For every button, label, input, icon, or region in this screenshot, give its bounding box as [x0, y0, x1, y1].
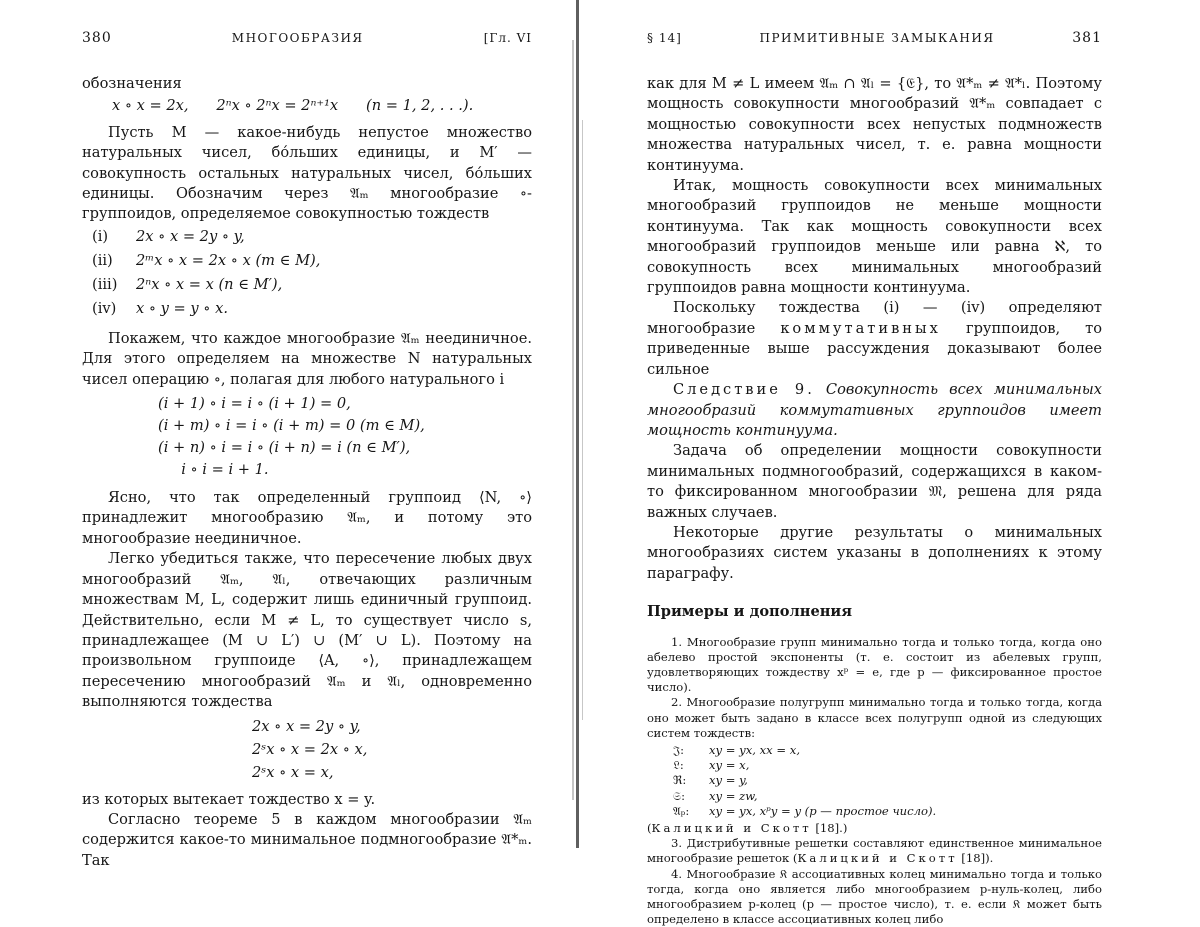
identity-label: (i) — [92, 227, 109, 245]
examples-block — [647, 821, 1102, 927]
system-row — [673, 773, 1102, 788]
example-item: 4. Многообразие 𝔎 ассоциативных колец минимально тогда и только тогда, когда оно является либо многообразием p-нуль-колец, либо многообразием p-колец (p — простое число), т. е. если 𝔎 может быть определено в классе ассоциативных колец либо — [647, 866, 1102, 927]
system-expr: xy = y, — [709, 773, 748, 788]
equation: 2ˢx ∘ x = x, — [252, 763, 334, 781]
equation: (i + n) ∘ i = i ∘ (i + n) = i (n ∈ M′), — [158, 439, 411, 457]
system-row — [673, 758, 1102, 773]
gutter-shadow — [582, 120, 583, 720]
identity-row — [92, 249, 532, 273]
system-row — [673, 789, 1102, 804]
identity-list — [92, 225, 532, 321]
system-expr: xy = yx, xx = x, — [709, 742, 801, 757]
paragraph: Пусть M — какое-нибудь непустое множество натуральных чисел, бо́льших единицы, и M′ — совокупность остальных натуральных чисел, бо́льших единицы. Обозначим через 𝔄ₘ многообразие ∘-группоидов, определяемое совокупностью тождеств — [82, 123, 532, 223]
paragraph: Легко убедиться также, что пересечение любых двух многообразий 𝔄ₘ, 𝔄ₗ, отвечающих различным множествам M, L, содержит лишь единичный группоид. Действительно, если M ≠ L, то существует число s, принадлежащее (M ∪ L′) ∪ (M′ ∪ L). Поэтому на произвольном группоиде ⟨A, ∘⟩, принадлежащем пересечению многообразий 𝔄ₘ и 𝔄ₗ, одновременно выполняются тождества — [82, 550, 532, 711]
paragraph: из которых вытекает тождество x = y. — [82, 790, 376, 808]
system-label: 𝔖: — [673, 788, 686, 803]
paragraph: Итак, мощность совокупности всех минимальных многообразий группоидов не меньше мощности континуума. Так как мощность совокупности всех многообразий группоидов меньше или равна ℵ, то совокупность всех минимальных многообразий группоидов равна мощности континуума. — [647, 177, 1102, 297]
identity-systems — [673, 743, 1102, 819]
equation: 2x ∘ x = 2y ∘ y, — [252, 717, 361, 735]
identity-label: (iv) — [92, 299, 117, 317]
formula-notation: x ∘ x = 2x, 2ⁿx ∘ 2ⁿx = 2ⁿ⁺¹x (n = 1, 2, . . .). — [112, 97, 474, 115]
gutter-shadow — [572, 40, 574, 800]
running-title: ПРИМИТИВНЫЕ ЗАМЫКАНИЯ — [759, 31, 995, 45]
system-expr: xy = x, — [709, 758, 750, 773]
running-title: МНОГООБРАЗИЯ — [231, 31, 364, 45]
system-label: 𝔄ₚ: — [673, 803, 690, 818]
system-expr: xy = zw, — [709, 788, 758, 803]
paragraph: как для M ≠ L имеем 𝔄ₘ ∩ 𝔄ₗ = {𝔈}, то 𝔄*ₘ ≠ 𝔄*ₗ. Поэтому мощность совокупности многообразий 𝔄*ₘ совпадает с мощностью совокупности всех непустых подмножеств множества натуральных чисел, т. е. равна мощности континуума. — [647, 75, 1102, 174]
page-number: 381 — [1072, 30, 1102, 46]
identity-system — [252, 717, 532, 786]
gutter-shadow — [576, 0, 579, 848]
identity-label: (iii) — [92, 275, 118, 293]
text-run: 3. Дистрибутивные решетки составляют единственное минимальное многообразие решеток ( — [647, 836, 1102, 866]
system-row — [673, 804, 1102, 819]
system-label: 𝔍: — [673, 742, 685, 757]
example-item: 2. Многообразие полугрупп минимально тогда и только тогда, когда оно может быть задано в классе всех полугрупп одной из следующих систем тождеств: — [647, 695, 1102, 740]
paragraph: Согласно теореме 5 в каждом многообразии 𝔄ₘ содержится какое-то минимальное подмногообразие 𝔄*ₘ. Так — [82, 810, 532, 869]
citation: (Калицкий и Скотт [18].) — [647, 821, 848, 835]
text-run: группоидов, то приведенные выше рассуждения доказывают более сильное — [647, 319, 1103, 378]
text-run: [18]). — [961, 851, 994, 866]
citation-ref: [18].) — [815, 821, 848, 835]
equation: (i + m) ∘ i = i ∘ (i + m) = 0 (m ∈ M), — [158, 417, 425, 435]
right-running-header — [647, 28, 1102, 56]
example-item — [647, 836, 1102, 866]
examples-block — [647, 635, 1102, 741]
citation-authors: Калицкий и Скотт — [797, 851, 958, 866]
paragraph: Ясно, что так определенный группоид ⟨N, ∘⟩ принадлежит многообразию 𝔄ₘ, и потому это многообразие неединичное. — [82, 489, 532, 547]
citation-authors: Калицкий и Скотт — [651, 821, 812, 835]
identity-label: (ii) — [92, 251, 113, 269]
identity-expr: 2x ∘ x = 2y ∘ y, — [136, 227, 245, 245]
corollary — [647, 380, 1102, 441]
page-number: 380 — [82, 30, 112, 46]
book-gutter — [566, 0, 590, 848]
paragraph — [647, 298, 1102, 380]
system-label: ℜ: — [673, 773, 687, 788]
equation: i ∘ i = i + 1. — [158, 461, 269, 479]
right-page — [647, 28, 1103, 927]
left-running-header — [82, 28, 532, 56]
identity-expr: x ∘ y = y ∘ x. — [136, 299, 228, 317]
section-heading: Примеры и дополнения — [647, 603, 853, 621]
identity-row — [92, 273, 532, 297]
section-label: § 14] — [647, 31, 682, 45]
paragraph: Задача об определении мощности совокупности минимальных подмногообразий, содержащихся в каком-то фиксированном многообразии 𝔐, решена для ряда важных случаев. — [647, 442, 1102, 521]
operation-definitions — [158, 394, 532, 482]
equation: 2ˢx ∘ x = 2x ∘ x, — [252, 740, 368, 758]
identity-row — [92, 297, 532, 321]
spaced-term: коммутативных — [780, 319, 941, 337]
system-row — [673, 743, 1102, 758]
corollary-label: Следствие 9. — [673, 381, 815, 399]
corollary-text: Совокупность всех минимальных многообразий коммутативных группоидов имеет мощность континуума. — [647, 381, 1102, 439]
equation: (i + 1) ∘ i = i ∘ (i + 1) = 0, — [158, 395, 351, 413]
identity-expr: 2ⁿx ∘ x = x (n ∈ M′), — [136, 275, 283, 293]
identity-expr: 2ᵐx ∘ x = 2x ∘ x (m ∈ M), — [136, 251, 321, 269]
paragraph: обозначения — [82, 75, 182, 92]
paragraph: Покажем, что каждое многообразие 𝔄ₘ неединичное. Для этого определяем на множестве N натуральных чисел операцию ∘, полагая для любого натурального i — [82, 329, 532, 388]
text-run: Поскольку тождества (i) — (iv) определяют многообразие — [647, 299, 1102, 337]
chapter-label: [Гл. VI — [483, 31, 532, 45]
system-label: 𝔏: — [673, 758, 684, 773]
system-expr: xy = yx, xᵖy = y (p — простое число). — [709, 803, 937, 818]
example-item: 1. Многообразие групп минимально тогда и только тогда, когда оно абелево простой экспоненты (т. е. состоит из абелевых групп, удовлетворяющих тождеству xᵖ = e, где p — фиксированное простое число). — [647, 634, 1102, 695]
paragraph: Некоторые другие результаты о минимальных многообразиях систем указаны в дополнениях к этому параграфу. — [647, 523, 1102, 582]
identity-row — [92, 225, 532, 249]
left-page — [82, 28, 532, 869]
